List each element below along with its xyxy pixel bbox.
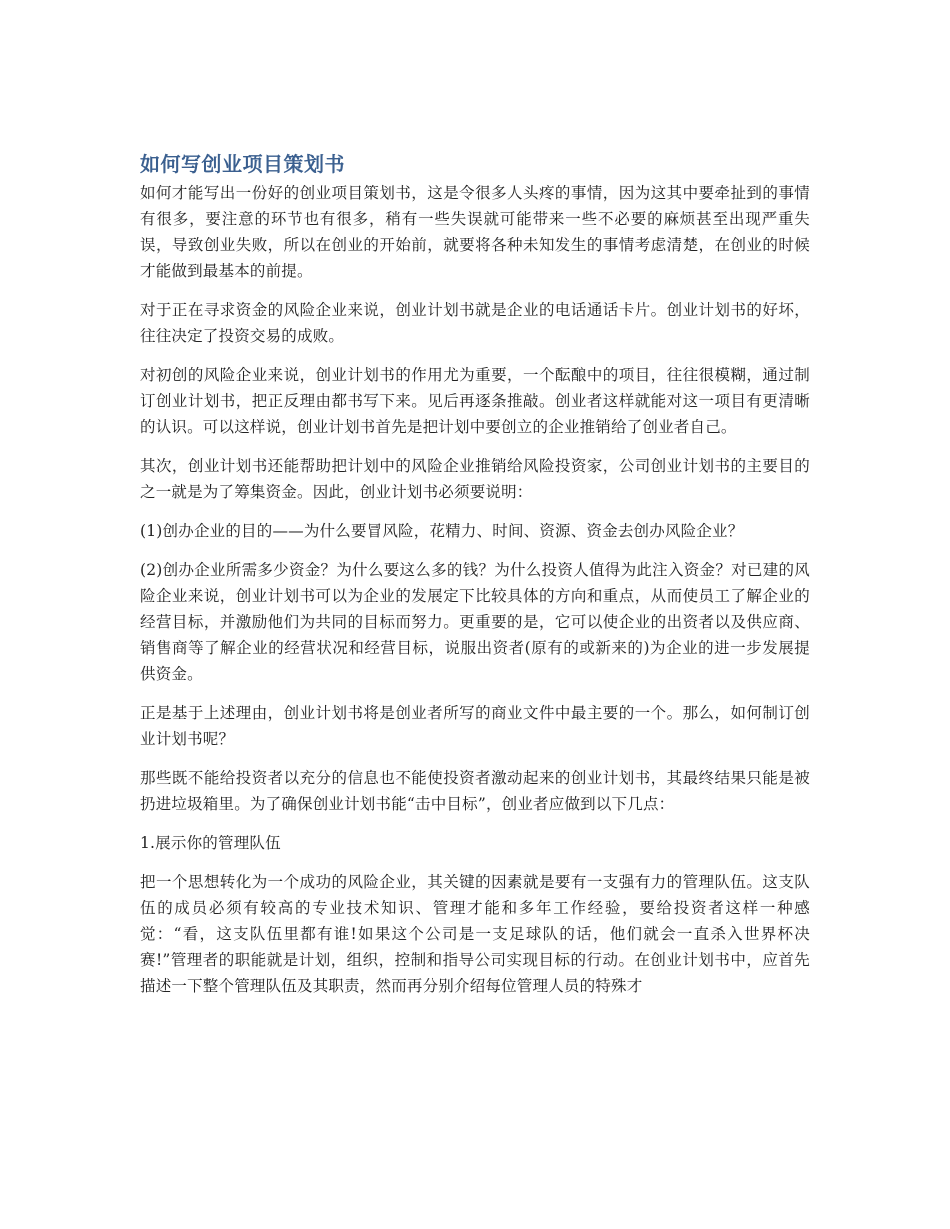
paragraph-funding: 对于正在寻求资金的风险企业来说，创业计划书就是企业的电话通话卡片。创业计划书的好坏，往往决定了投资交易的成败。 (140, 301, 810, 345)
document-title: 如何写创业项目策划书 (140, 152, 345, 176)
paragraph-management-team: 把一个思想转化为一个成功的风险企业，其关键的因素就是要有一支强有力的管理队伍。这支队伍的成员必须有较高的专业技术知识、管理才能和多年工作经验，要给投资者这样一种感觉：“看，这支队伍里都有谁!如果这个公司是一支足球队的话，他们就会一直杀入世界杯决赛!”管理者的职能就是计划，组织，控制和指导公司实现目标的行动。在创业计划书中，应首先描述一下整个管理队伍及其职责，然而再分别介绍每位管理人员的特殊才 (140, 873, 810, 995)
paragraph-intro: 如何才能写出一份好的创业项目策划书，这是令很多人头疼的事情，因为这其中要牵扯到的事情有很多，要注意的环节也有很多，稍有一些失误就可能带来一些不必要的麻烦甚至出现严重失误，导致创业失败，所以在创业的开始前，就要将各种未知发生的事情考虑清楚，在创业的时候才能做到最基本的前提。 (140, 184, 810, 280)
paragraph-reasons: 正是基于上述理由，创业计划书将是创业者所写的商业文件中最主要的一个。那么，如何制订创业计划书呢？ (140, 704, 810, 748)
document-page (140, 150, 810, 1012)
paragraph-point-1: (1)创办企业的目的——为什么要冒风险，花精力、时间、资源、资金去创办风险企业？ (140, 522, 744, 540)
paragraph-target: 那些既不能给投资者以充分的信息也不能使投资者激动起来的创业计划书，其最终结果只能是被扔进垃圾箱里。为了确保创业计划书能“击中目标”，创业者应做到以下几点： (140, 769, 810, 813)
paragraph-point-2: (2)创办企业所需多少资金？为什么要这么多的钱？为什么投资人值得为此注入资金？对已建的风险企业来说，创业计划书可以为企业的发展定下比较具体的方向和重点，从而使员工了解企业的经营目标，并激励他们为共同的目标而努力。更重要的是，它可以使企业的出资者以及供应商、销售商等了解企业的经营状况和经营目标，说服出资者(原有的或新来的)为企业的进一步发展提供资金。 (140, 561, 810, 683)
paragraph-startup-role: 对初创的风险企业来说，创业计划书的作用尤为重要，一个酝酿中的项目，往往很模糊，通过制订创业计划书，把正反理由都书写下来。见后再逐条推敲。创业者这样就能对这一项目有更清晰的认识。可以这样说，创业计划书首先是把计划中要创立的企业推销给了创业者自己。 (140, 366, 810, 436)
section-heading-management-team: 1.展示你的管理队伍 (140, 834, 281, 852)
paragraph-investors: 其次，创业计划书还能帮助把计划中的风险企业推销给风险投资家，公司创业计划书的主要目的之一就是为了筹集资金。因此，创业计划书必须要说明： (140, 457, 810, 501)
